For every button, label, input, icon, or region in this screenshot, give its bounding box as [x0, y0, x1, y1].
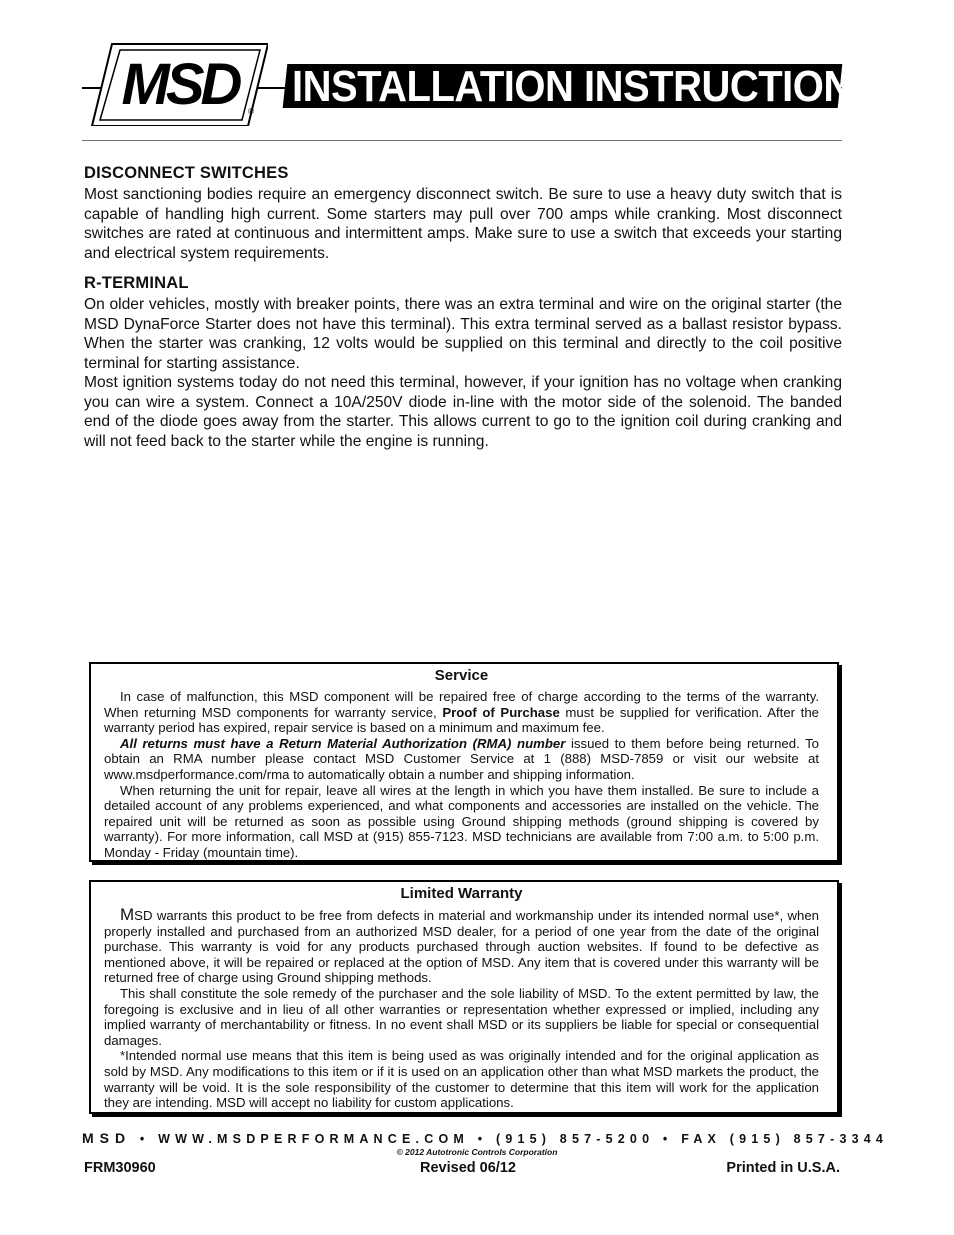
footer-info-row	[84, 1160, 840, 1180]
page-header	[82, 40, 878, 130]
warranty-box	[89, 880, 839, 1114]
footer-fax: FAX (915) 857-3344	[681, 1132, 889, 1146]
section-heading: DISCONNECT SWITCHES	[84, 164, 289, 182]
footer-separator: •	[477, 1132, 488, 1146]
warranty-paragraph: MSD warrants this product to be free from defects in material and workmanship under its intended normal use*, when properly installed and purchased from an authorized MSD dealer, for a period of one year from the date of the original purchase. This warranty is void for any products purchased through auction websites. If found to be defective as mentioned above, it will be repaired or replaced at the option of MSD. Any item that is covered under this warranty will be returned free of charge using Ground shipping methods.	[104, 905, 819, 986]
footer-copyright: © 2012 Autotronic Controls Corporation	[396, 1147, 558, 1157]
service-title: Service	[434, 667, 489, 684]
section-paragraph: Most ignition systems today do not need this terminal, however, if your ignition has no voltage when cranking you can wire a system. Connect a 10A/250V diode in-line with the motor side of the solenoid. The banded end of the diode goes away from the starter. This allows current to go to the ignition coil during cranking and will not feed back to the starter while the engine is running.	[84, 374, 842, 450]
msd-logo	[90, 42, 268, 126]
section-paragraph: Most sanctioning bodies require an emergency disconnect switch. Be sure to use a heavy duty switch that is capable of handling high current. Some starters may pull over 700 amps while cranking. Most disconnect switches are rated at continuous and intermittent amps. Make sure to use a switch that exceeds your starting and electrical system requirements.	[84, 186, 842, 262]
footer-phone: (915) 857-5200	[495, 1132, 655, 1146]
revision-date: Revised 06/12	[420, 1160, 516, 1176]
section-heading: R-TERMINAL	[84, 274, 189, 292]
warranty-title: Limited Warranty	[400, 885, 523, 902]
footer-brand: MSD	[82, 1130, 132, 1146]
warranty-paragraph: This shall constitute the sole remedy of the purchaser and the sole liability of MSD. To the extent permitted by law, the foregoing is exclusive and in lieu of all other warranties or representation whether expressed or implied, including any implied warranty of merchantability or fitness. In no event shall MSD or its suppliers be liable for special or consequential damages.	[104, 985, 819, 1048]
service-box	[89, 662, 839, 862]
service-paragraph: All returns must have a Return Material Authorization (RMA) number issued to them before being returned. To obtain an RMA number please contact MSD Customer Service at 1 (888) MSD-7859 or visit our website at www.msdperformance.com/rma to automatically obtain a number and shipping information.	[104, 735, 820, 782]
section-paragraph: On older vehicles, mostly with breaker points, there was an extra terminal and wire on the original starter (the MSD DynaForce Starter does not have this terminal). This extra terminal served as a ballast resistor bypass. When the starter was cranking, 12 volts would be supplied on this terminal and directly to the coil positive terminal for starting assistance.	[84, 296, 842, 372]
printed-in: Printed in U.S.A.	[726, 1160, 840, 1176]
svg-text:®: ®	[248, 107, 254, 116]
header-divider	[82, 140, 842, 141]
page-title: INSTALLATION INSTRUCTIONS	[292, 63, 878, 111]
service-paragraph: In case of malfunction, this MSD component will be repaired free of charge according to the terms of the warranty. When returning MSD components for warranty service, Proof of Purchase must be supplied for verification. After the warranty period has expired, repair service is based on a minimum and maximum fee.	[104, 689, 820, 736]
footer-contact-line	[82, 1130, 889, 1148]
logo-text: MSD	[121, 52, 239, 117]
service-paragraph: When returning the unit for repair, leave all wires at the length in which you have them installed. Be sure to include a detailed account of any problems experienced, and what components and accessories are installed on the vehicle. The repaired unit will be returned as soon as possible using Ground shipping methods (ground shipping is covered by warranty). For more information, call MSD at (915) 855-7123. MSD technicians are available from 7:00 a.m. to 5:00 p.m. Monday - Friday (mountain time).	[104, 782, 819, 860]
footer-website[interactable]: WWW.MSDPERFORMANCE.COM	[158, 1132, 469, 1146]
section-r-terminal	[84, 273, 842, 451]
form-number: FRM30960	[84, 1160, 156, 1176]
footer-separator: •	[139, 1132, 150, 1146]
warranty-paragraph: *Intended normal use means that this item is being used as was originally intended and for the original application as sold by MSD. Any modifications to this item or if it is used on an application other than what MSD markets the product, the warranty will be void. It is the sole responsibility of the customer to determine that this item will work for the application they are intending. MSD will accept no liability for custom applications.	[104, 1048, 819, 1111]
section-disconnect-switches	[84, 163, 842, 263]
footer-separator: •	[662, 1132, 673, 1146]
